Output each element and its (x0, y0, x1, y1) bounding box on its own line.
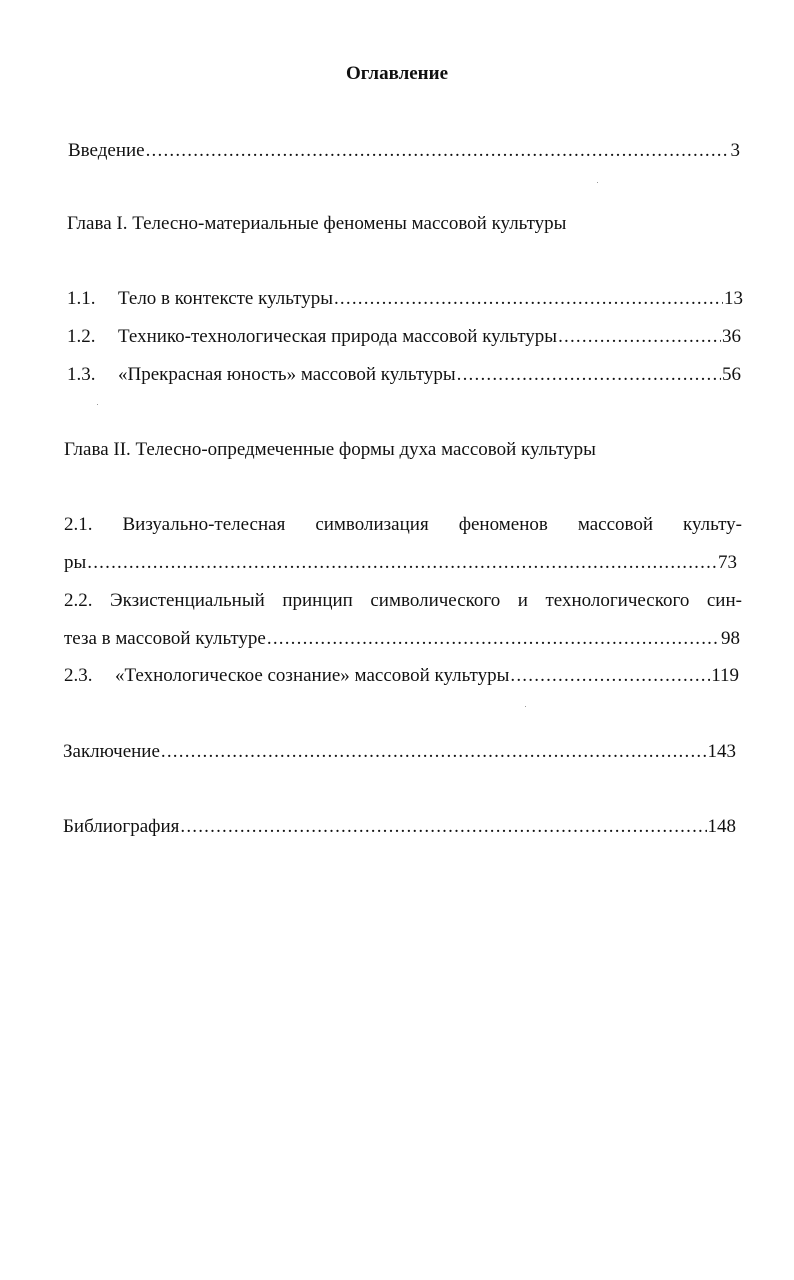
toc-entry-page: 119 (711, 665, 739, 686)
page-title: Оглавление (345, 63, 449, 84)
toc-word: син- (706, 590, 742, 611)
toc-entry-bibliography[interactable] (63, 816, 736, 842)
toc-word: Экзистенциальный (110, 590, 265, 611)
section-number: 2.2. (64, 590, 93, 611)
dot-leader (180, 816, 706, 839)
toc-entry-label: Заключение (63, 741, 160, 762)
toc-word: культу- (683, 514, 742, 535)
toc-entry-2-2[interactable] (64, 590, 742, 616)
dot-leader (558, 326, 721, 349)
toc-entry-label: Тело в контексте культуры (118, 288, 333, 309)
scan-speck (97, 404, 98, 405)
toc-entry-page: 73 (718, 552, 737, 573)
dot-leader (87, 552, 717, 575)
toc-entry-page: 36 (722, 326, 741, 347)
dot-leader (457, 364, 721, 387)
dot-leader (267, 628, 720, 651)
dot-leader (161, 741, 707, 764)
toc-entry-1-2[interactable] (67, 326, 741, 352)
toc-word: феноменов (458, 514, 548, 535)
toc-entry-2-1[interactable] (64, 514, 742, 540)
toc-entry-label: «Прекрасная юность» массовой культуры (118, 364, 456, 385)
toc-entry-page: 3 (730, 140, 740, 161)
toc-word: и (517, 590, 528, 611)
toc-entry-page: 13 (724, 288, 743, 309)
toc-entry-1-1[interactable] (67, 288, 743, 314)
toc-entry-1-3[interactable] (67, 364, 741, 390)
toc-word: массовой (577, 514, 654, 535)
dot-leader (146, 140, 730, 163)
toc-entry-label: Библиография (63, 816, 180, 837)
toc-entry-label: Введение (68, 140, 145, 161)
toc-entry-2-2-cont[interactable] (64, 628, 740, 654)
toc-entry-label: ры (64, 552, 87, 573)
section-number: 1.2. (67, 326, 96, 347)
section-number: 1.3. (67, 364, 96, 385)
section-number: 1.1. (67, 288, 96, 309)
toc-entry-2-3[interactable] (64, 665, 739, 691)
toc-word: принцип (282, 590, 353, 611)
toc-word: технологического (545, 590, 690, 611)
section-number: 2.3. (64, 665, 93, 686)
toc-word: символического (370, 590, 501, 611)
chapter-heading-2: Глава II. Телесно-опредмеченные формы духа массовой культуры (64, 439, 596, 460)
dot-leader (334, 288, 723, 311)
toc-word: Визуально-телесная (122, 514, 286, 535)
toc-word: символизация (315, 514, 429, 535)
toc-entry-2-1-cont[interactable] (64, 552, 737, 578)
toc-entry-conclusion[interactable] (63, 741, 736, 767)
toc-entry-intro[interactable] (68, 140, 740, 166)
toc-entry-label: «Технологическое сознание» массовой культуры (115, 665, 510, 686)
toc-entry-page: 143 (707, 741, 736, 762)
toc-entry-page: 148 (707, 816, 736, 837)
toc-entry-page: 98 (721, 628, 740, 649)
toc-entry-label: Технико-технологическая природа массовой культуры (118, 326, 558, 347)
toc-entry-label: теза в массовой культуре (64, 628, 266, 649)
section-number: 2.1. (64, 514, 93, 535)
scan-speck (525, 706, 526, 707)
dot-leader (510, 665, 710, 688)
chapter-heading-1: Глава I. Телесно-материальные феномены массовой культуры (67, 213, 567, 234)
scan-speck (597, 182, 598, 183)
toc-entry-page: 56 (722, 364, 741, 385)
